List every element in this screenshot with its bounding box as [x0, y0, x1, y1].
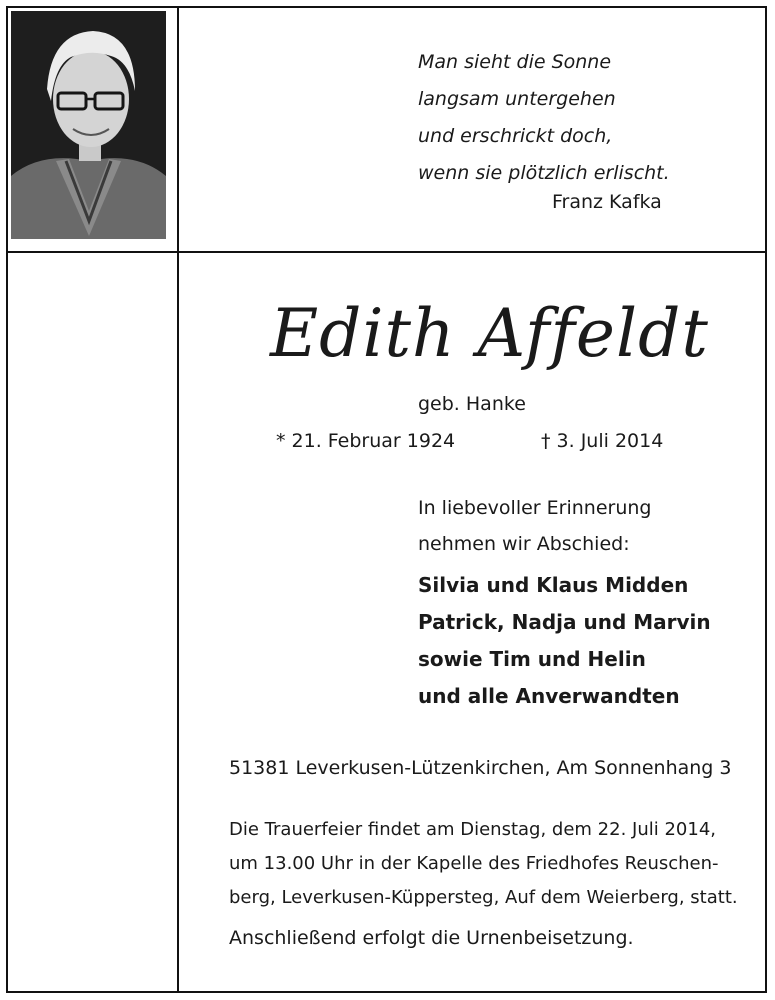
- quote-author: Franz Kafka: [552, 191, 662, 213]
- vertical-divider: [177, 6, 179, 993]
- quote-line: und erschrickt doch,: [418, 125, 613, 147]
- quote-line: langsam untergehen: [418, 88, 616, 110]
- mourner-line: sowie Tim und Helin: [418, 647, 646, 671]
- mourner-line: und alle Anverwandten: [418, 684, 680, 708]
- farewell-intro: [418, 490, 651, 562]
- funeral-line: um 13.00 Uhr in der Kapelle des Friedhofes Reuschen-: [229, 853, 719, 874]
- mourner-line: Patrick, Nadja und Marvin: [418, 610, 711, 634]
- intro-line: In liebevoller Erinnerung: [418, 497, 652, 519]
- quote-block: [418, 44, 748, 192]
- mourner-line: Silvia und Klaus Midden: [418, 573, 689, 597]
- funeral-line: Die Trauerfeier findet am Dienstag, dem 22. Juli 2014,: [229, 819, 716, 840]
- quote-line: Man sieht die Sonne: [418, 51, 612, 73]
- portrait-photo: [11, 11, 166, 239]
- funeral-line: berg, Leverkusen-Küppersteg, Auf dem Weierberg, statt.: [229, 887, 738, 908]
- family-address: 51381 Leverkusen-Lützenkirchen, Am Sonnenhang 3: [229, 757, 732, 779]
- horizontal-divider: [6, 251, 767, 253]
- death-date: † 3. Juli 2014: [541, 430, 664, 452]
- mourners-list: [418, 567, 711, 715]
- deceased-name: Edith Affeldt: [270, 295, 709, 372]
- birth-date: * 21. Februar 1924: [276, 430, 456, 452]
- burial-note: Anschließend erfolgt die Urnenbeisetzung.: [229, 927, 634, 949]
- intro-line: nehmen wir Abschied:: [418, 533, 630, 555]
- quote-line: wenn sie plötzlich erlischt.: [418, 162, 670, 184]
- born-name: geb. Hanke: [418, 393, 526, 415]
- funeral-details: [229, 813, 738, 915]
- portrait-illustration: [11, 11, 166, 239]
